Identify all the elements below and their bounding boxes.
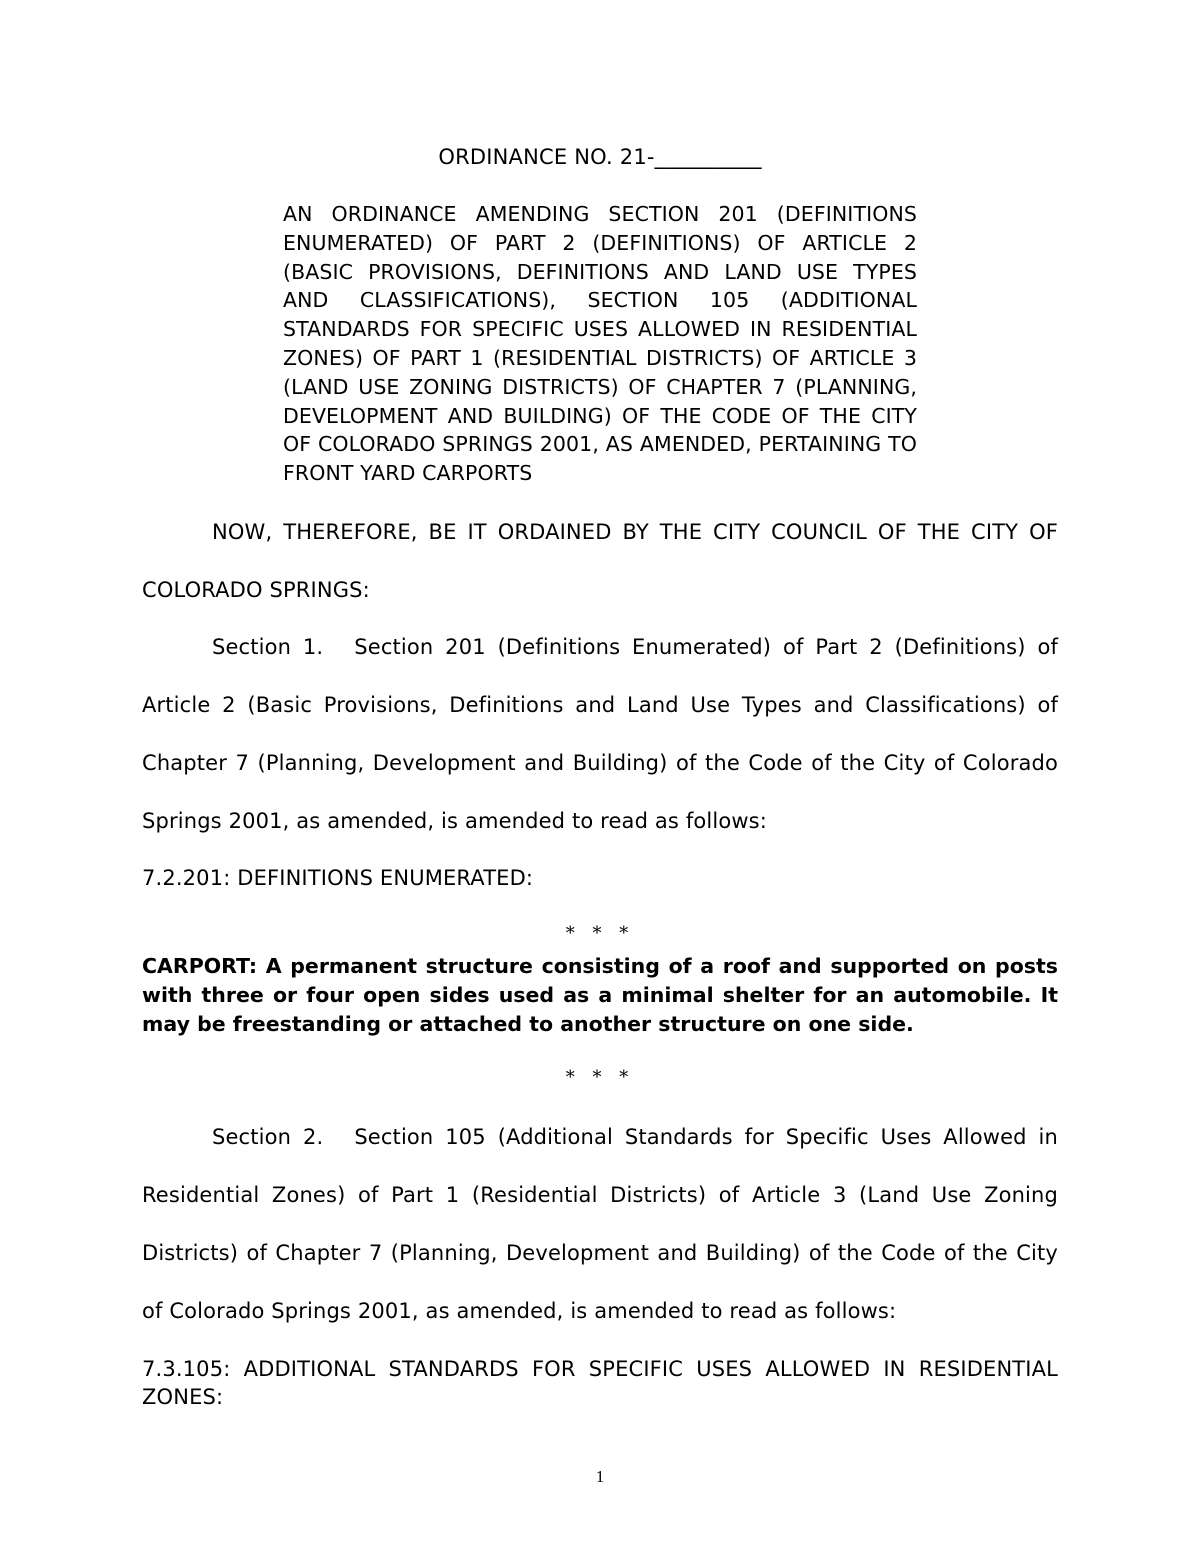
ordinance-caption: AN ORDINANCE AMENDING SECTION 201 (DEFINITIONS ENUMERATED) OF PART 2 (DEFINITIONS) OF ARTICLE 2 (BASIC PROVISIONS, DEFINITIONS AND LAND USE TYPES AND CLASSIFICATIONS), SECTION 105 (ADDITIONAL STANDARDS FOR SPECIFIC USES ALLOWED IN RESIDENTIAL ZONES) OF PART 1 (RESIDENTIAL DISTRICTS) OF ARTICLE 3 (LAND USE ZONING DISTRICTS) OF CHAPTER 7 (PLANNING, DEVELOPMENT AND BUILDING) OF THE CODE OF THE CITY OF COLORADO SPRINGS 2001, AS AMENDED, PERTAINING TO FRONT YARD CARPORTS	[283, 202, 917, 486]
separator-top: * * *	[565, 923, 635, 944]
section-2-label: Section 2.	[212, 1125, 324, 1149]
section-1-label: Section 1.	[212, 635, 324, 659]
enacting-clause: NOW, THEREFORE, BE IT ORDAINED BY THE CITY COUNCIL OF THE CITY OF COLORADO SPRINGS:	[142, 520, 1058, 602]
section-2-paragraph	[142, 1108, 1058, 1340]
carport-definition: CARPORT: A permanent structure consisting of a roof and supported on posts with three or four open sides used as a minimal shelter for an automobile. It may be freestanding or attached to another structure on one side.	[142, 954, 1058, 1036]
separator-bottom: * * *	[565, 1067, 635, 1088]
ordinance-title: ORDINANCE NO. 21-__________	[438, 145, 762, 169]
section-2-text: Section 105 (Additional Standards for Specific Uses Allowed in Residential Zones) of Part 1 (Residential Districts) of Article 3 (Land Use Zoning Districts) of Chapter 7 (Planning, Development and Building) of the Code of the City of Colorado Springs 2001, as amended, is amended to read as follows:	[142, 1125, 1058, 1323]
section-1-paragraph	[142, 618, 1058, 850]
section-1-text: Section 201 (Definitions Enumerated) of Part 2 (Definitions) of Article 2 (Basic Provisions, Definitions and Land Use Types and Classifications) of Chapter 7 (Planning, Development and Building) of the Code of the City of Colorado Springs 2001, as amended, is amended to read as follows:	[142, 635, 1058, 833]
page-number: 1	[595, 1467, 605, 1486]
residential-standards-heading: 7.3.105: ADDITIONAL STANDARDS FOR SPECIFIC USES ALLOWED IN RESIDENTIAL ZONES:	[142, 1357, 1058, 1409]
definitions-heading: 7.2.201: DEFINITIONS ENUMERATED:	[142, 866, 534, 890]
